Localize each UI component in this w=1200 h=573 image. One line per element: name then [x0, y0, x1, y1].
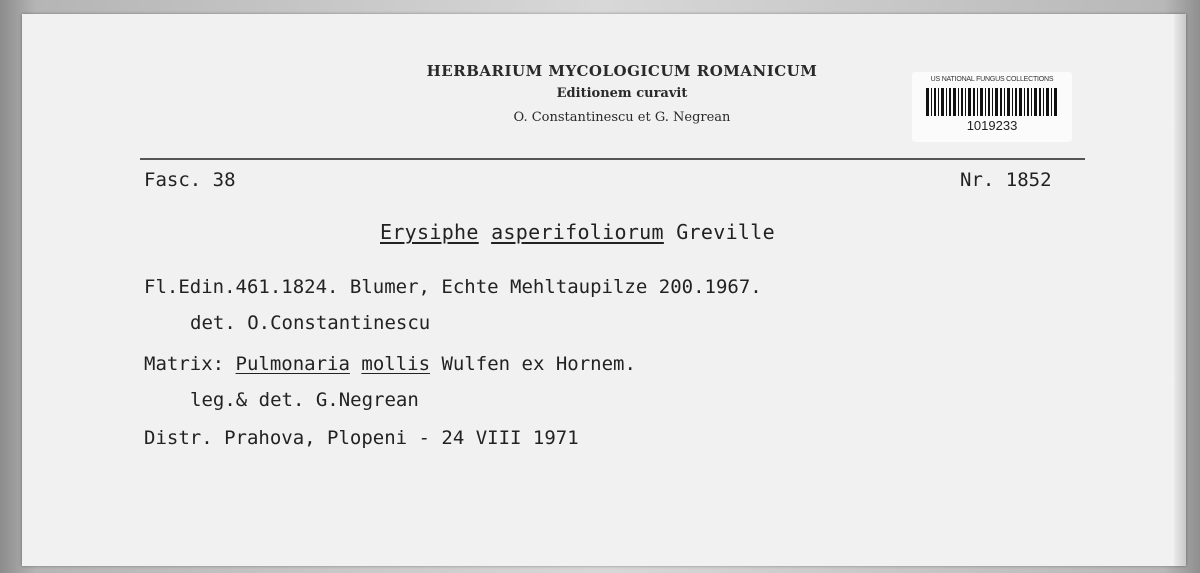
host-genus: Pulmonaria [235, 353, 350, 375]
label-edge [1174, 14, 1186, 566]
locality-date: Distr. Prahova, Plopeni - 24 VIII 1971 [144, 427, 579, 449]
species-author: Greville [676, 220, 775, 244]
fascicle-number: Fasc. 38 [144, 169, 236, 191]
barcode-number: 1019233 [966, 118, 1018, 133]
species-name [380, 220, 775, 244]
collector: leg.& det. G.Negrean [190, 389, 419, 411]
barcode-icon [926, 88, 1058, 116]
species-epithet: asperifoliorum [491, 220, 664, 244]
host-author: Wulfen ex Hornem. [441, 353, 636, 375]
determiner: det. O.Constantinescu [190, 312, 431, 334]
herbarium-editors: O. Constantinescu et G. Negrean [513, 110, 731, 125]
label-header [402, 62, 922, 125]
barcode-label [912, 72, 1072, 142]
species-genus: Erysiphe [380, 220, 479, 244]
host-epithet: mollis [361, 353, 431, 375]
herbarium-subtitle: Editionem curavit [556, 86, 688, 101]
matrix-host [144, 353, 636, 375]
barcode-caption: US NATIONAL FUNGUS COLLECTIONS [930, 76, 1054, 83]
herbarium-label [22, 14, 1186, 566]
herbarium-title: HERBARIUM MYCOLOGICUM ROMANICUM [426, 62, 818, 80]
literature-reference: Fl.Edin.461.1824. Blumer, Echte Mehltaupilze 200.1967. [144, 276, 762, 298]
specimen-number: Nr. 1852 [960, 169, 1052, 191]
matrix-label: Matrix: [144, 353, 225, 375]
divider-line [140, 158, 1085, 160]
